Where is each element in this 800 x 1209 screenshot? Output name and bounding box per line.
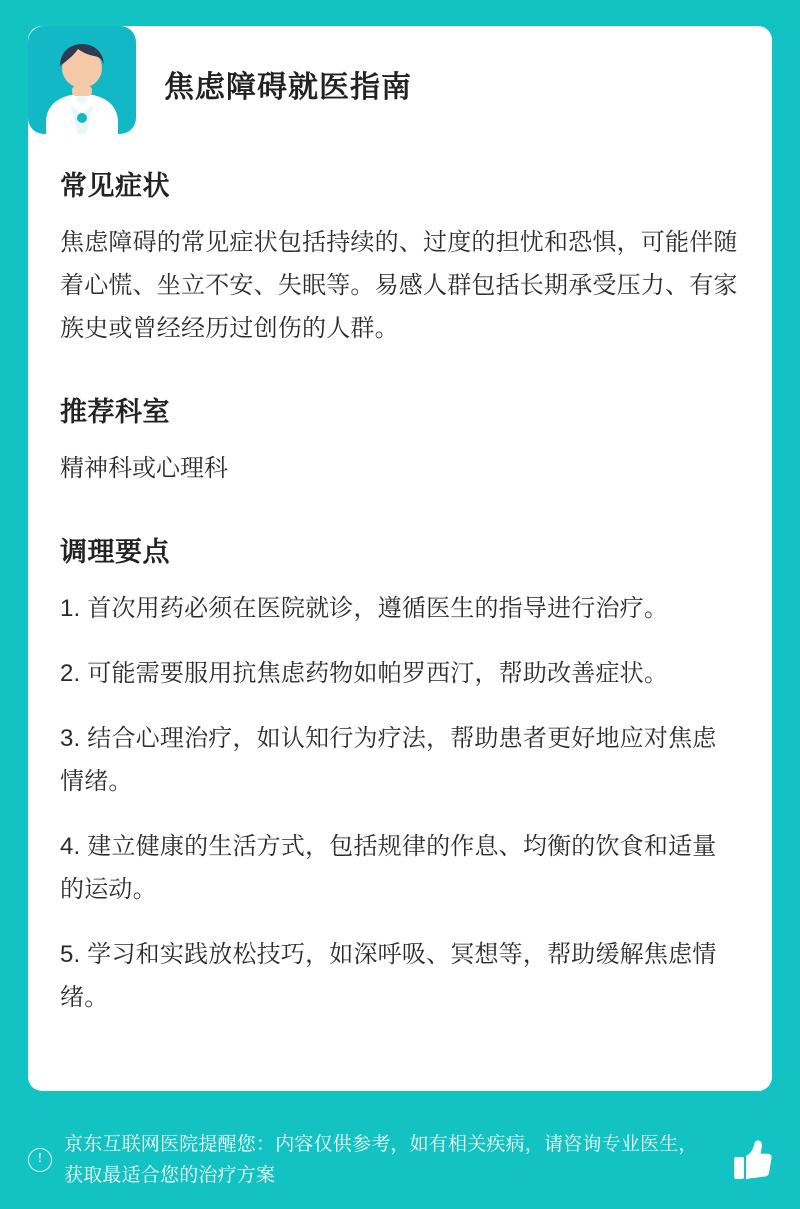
section-text-department: 精神科或心理科: [60, 455, 228, 482]
guide-card: [28, 26, 772, 1091]
info-icon: !: [28, 1148, 52, 1172]
care-points-list: [60, 587, 740, 1019]
section-heading-care-points: 调理要点: [60, 537, 170, 567]
thumbs-up-icon[interactable]: [732, 1139, 772, 1181]
section-text-symptoms: 焦虑障碍的常见症状包括持续的、过度的担忧和恐惧，可能伴随着心慌、坐立不安、失眠等。易感人群包括长期承受压力、有家族史或曾经经历过创伤的人群。: [60, 229, 738, 342]
list-item: 4. 建立健康的生活方式，包括规律的作息、均衡的饮食和适量的运动。: [60, 833, 717, 903]
list-item: 3. 结合心理治疗，如认知行为疗法，帮助患者更好地应对焦虑情绪。: [60, 725, 717, 795]
page-title: 焦虑障碍就医指南: [164, 71, 412, 104]
footer-disclaimer-text: 京东互联网医院提醒您：内容仅供参考，如有相关疾病，请咨询专业医生，获取最适合您的治疗方案: [64, 1134, 698, 1186]
doctor-avatar-icon: [28, 26, 136, 134]
section-heading-department: 推荐科室: [60, 397, 170, 427]
list-item: 2. 可能需要服用抗焦虑药物如帕罗西汀，帮助改善症状。: [60, 660, 669, 687]
footer-disclaimer-bar: [28, 1129, 772, 1191]
list-item: 5. 学习和实践放松技巧，如深呼吸、冥想等，帮助缓解焦虑情绪。: [60, 941, 717, 1011]
list-item: 1. 首次用药必须在医院就诊，遵循医生的指导进行治疗。: [60, 595, 669, 622]
section-heading-symptoms: 常见症状: [60, 171, 170, 201]
